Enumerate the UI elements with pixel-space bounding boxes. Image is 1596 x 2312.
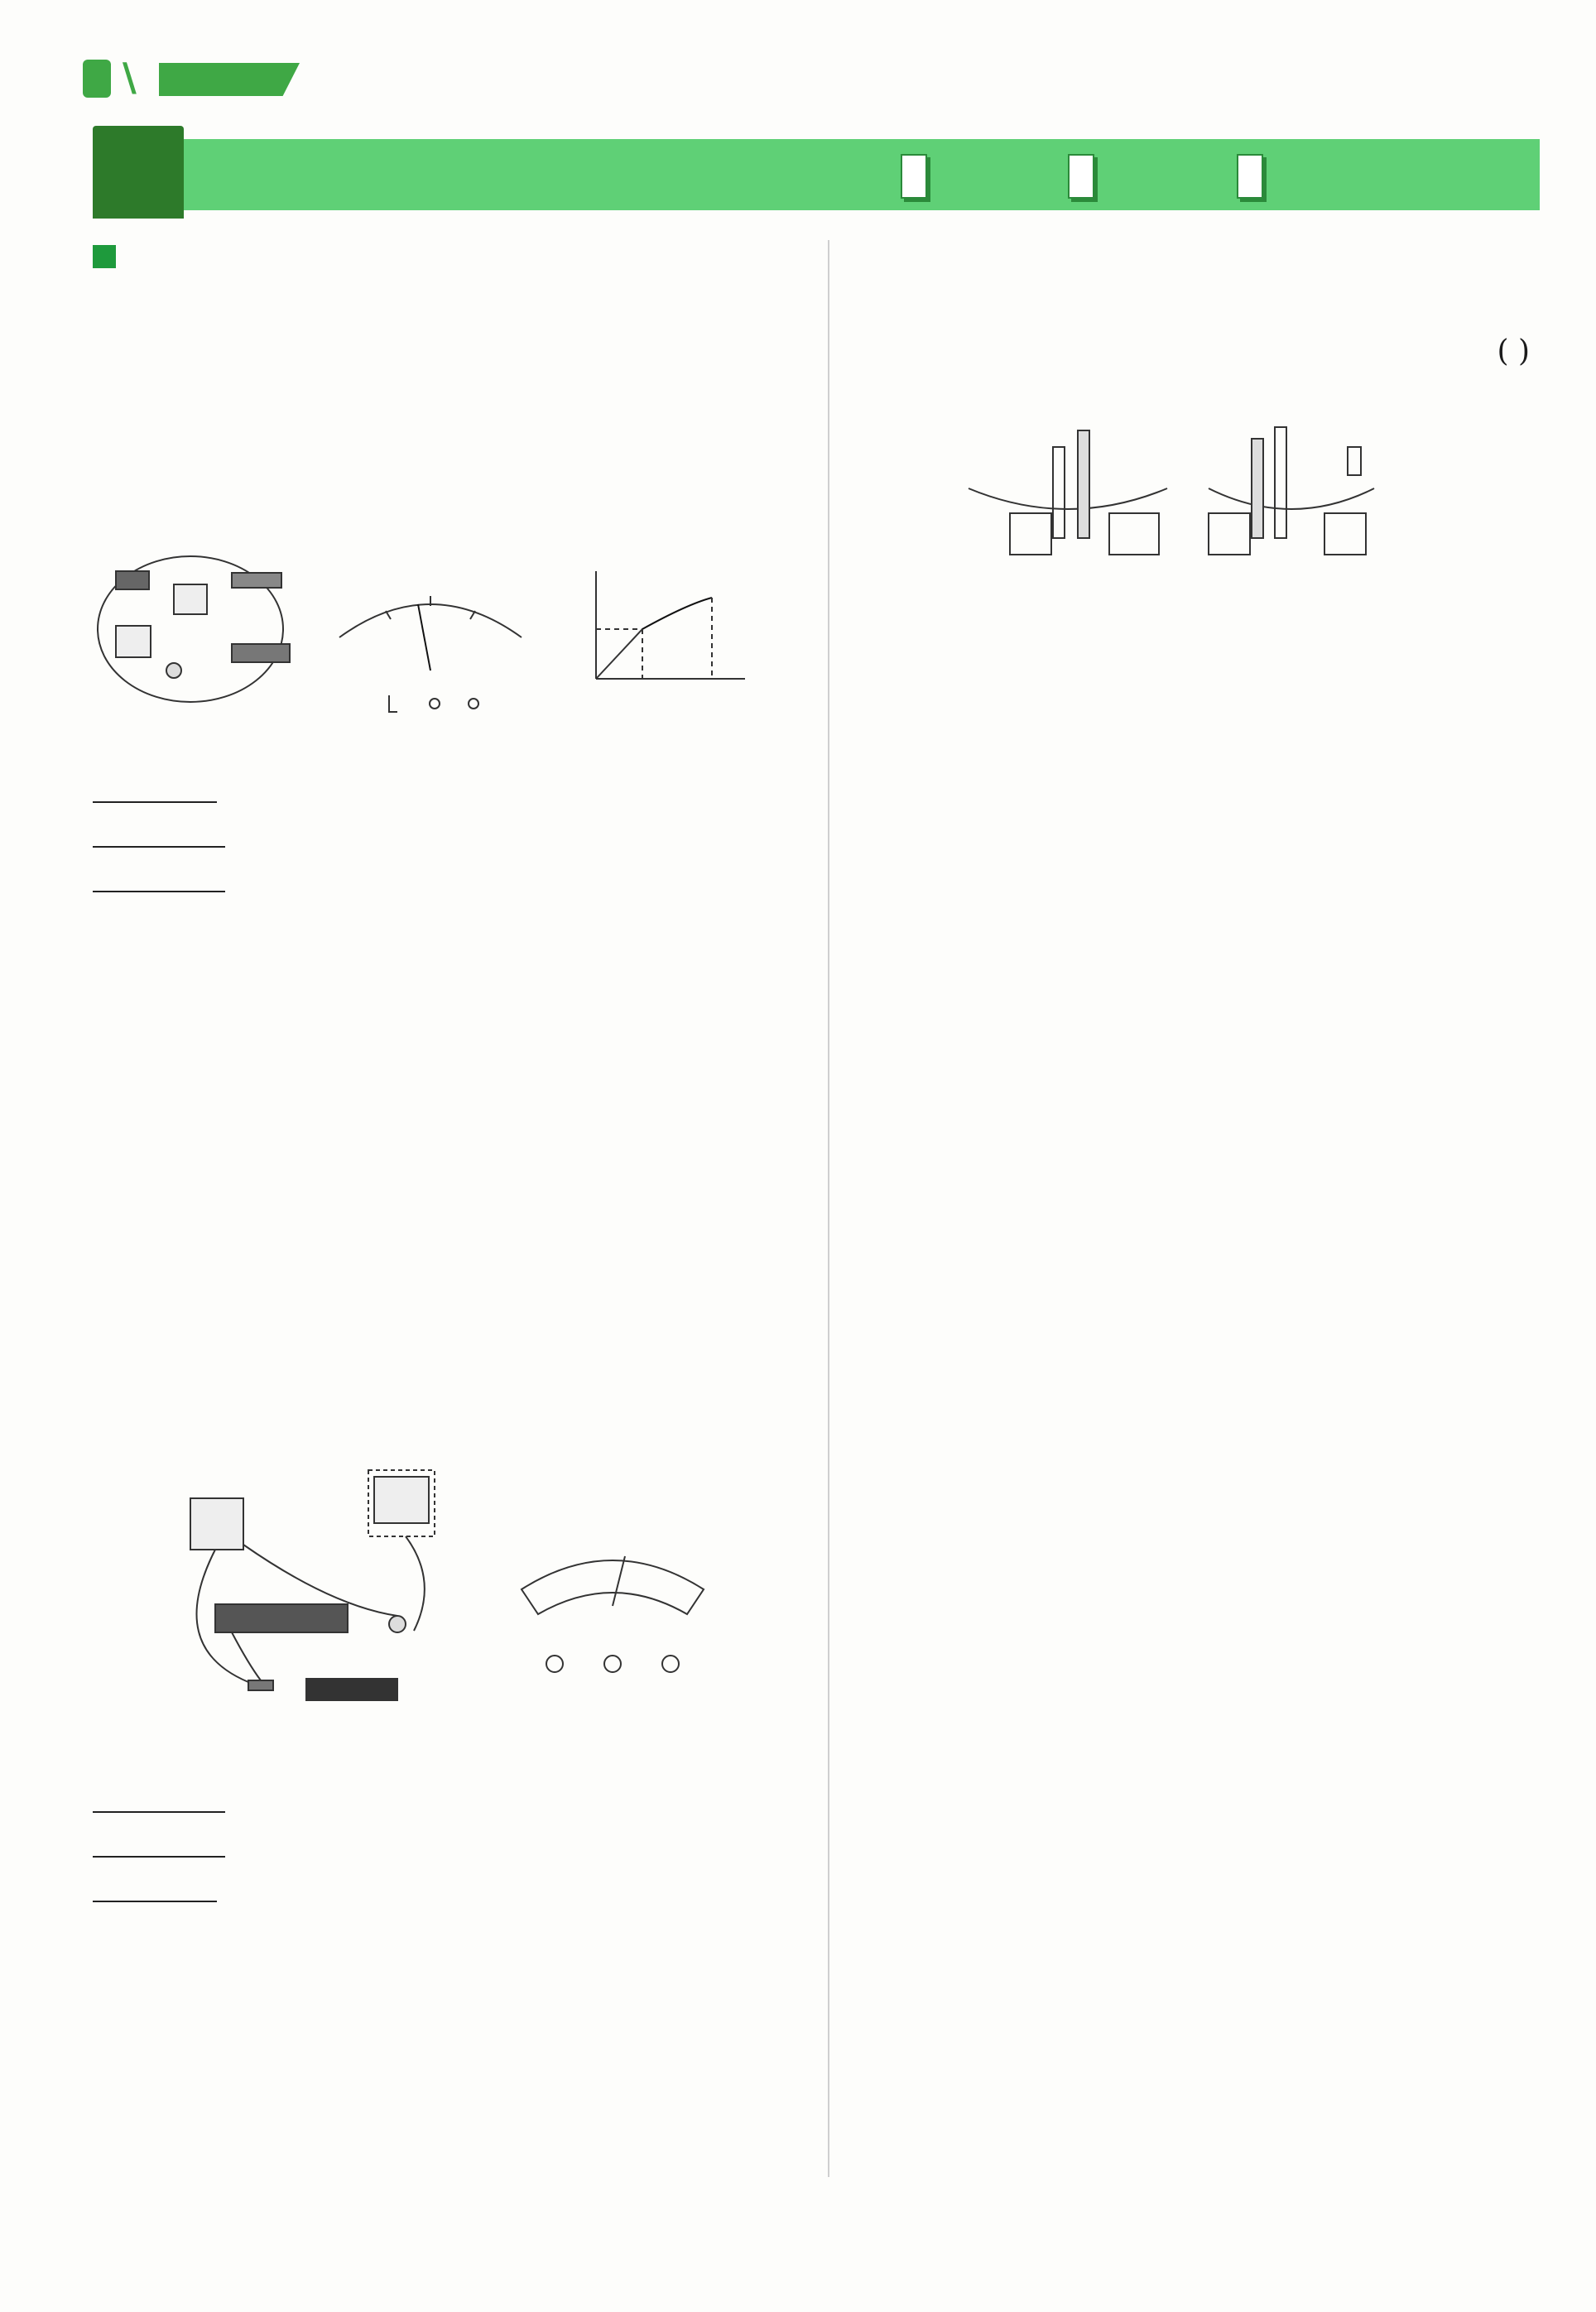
example1-text [93, 359, 788, 404]
training1-figure [149, 1465, 762, 1738]
example2-text: ( ) [1497, 334, 1530, 368]
header-divider: \ [123, 55, 137, 99]
circuit-jia [98, 556, 290, 702]
subject-logo [83, 60, 111, 98]
header-tag [159, 63, 300, 96]
pill-methods[interactable] [1237, 154, 1263, 199]
pill-errors[interactable] [1068, 154, 1094, 199]
meter-yi [339, 596, 522, 712]
example1-questions [93, 771, 788, 906]
column-divider [828, 240, 829, 2177]
pill-classify[interactable] [901, 154, 927, 199]
section-number [93, 126, 184, 219]
example1-figure [91, 546, 786, 737]
heading-square-icon [93, 245, 116, 268]
category-heading [93, 237, 126, 275]
training1-questions [93, 1781, 788, 1915]
graph-bing [596, 571, 745, 679]
example2-figure [960, 422, 1473, 596]
section-banner [93, 139, 1540, 210]
